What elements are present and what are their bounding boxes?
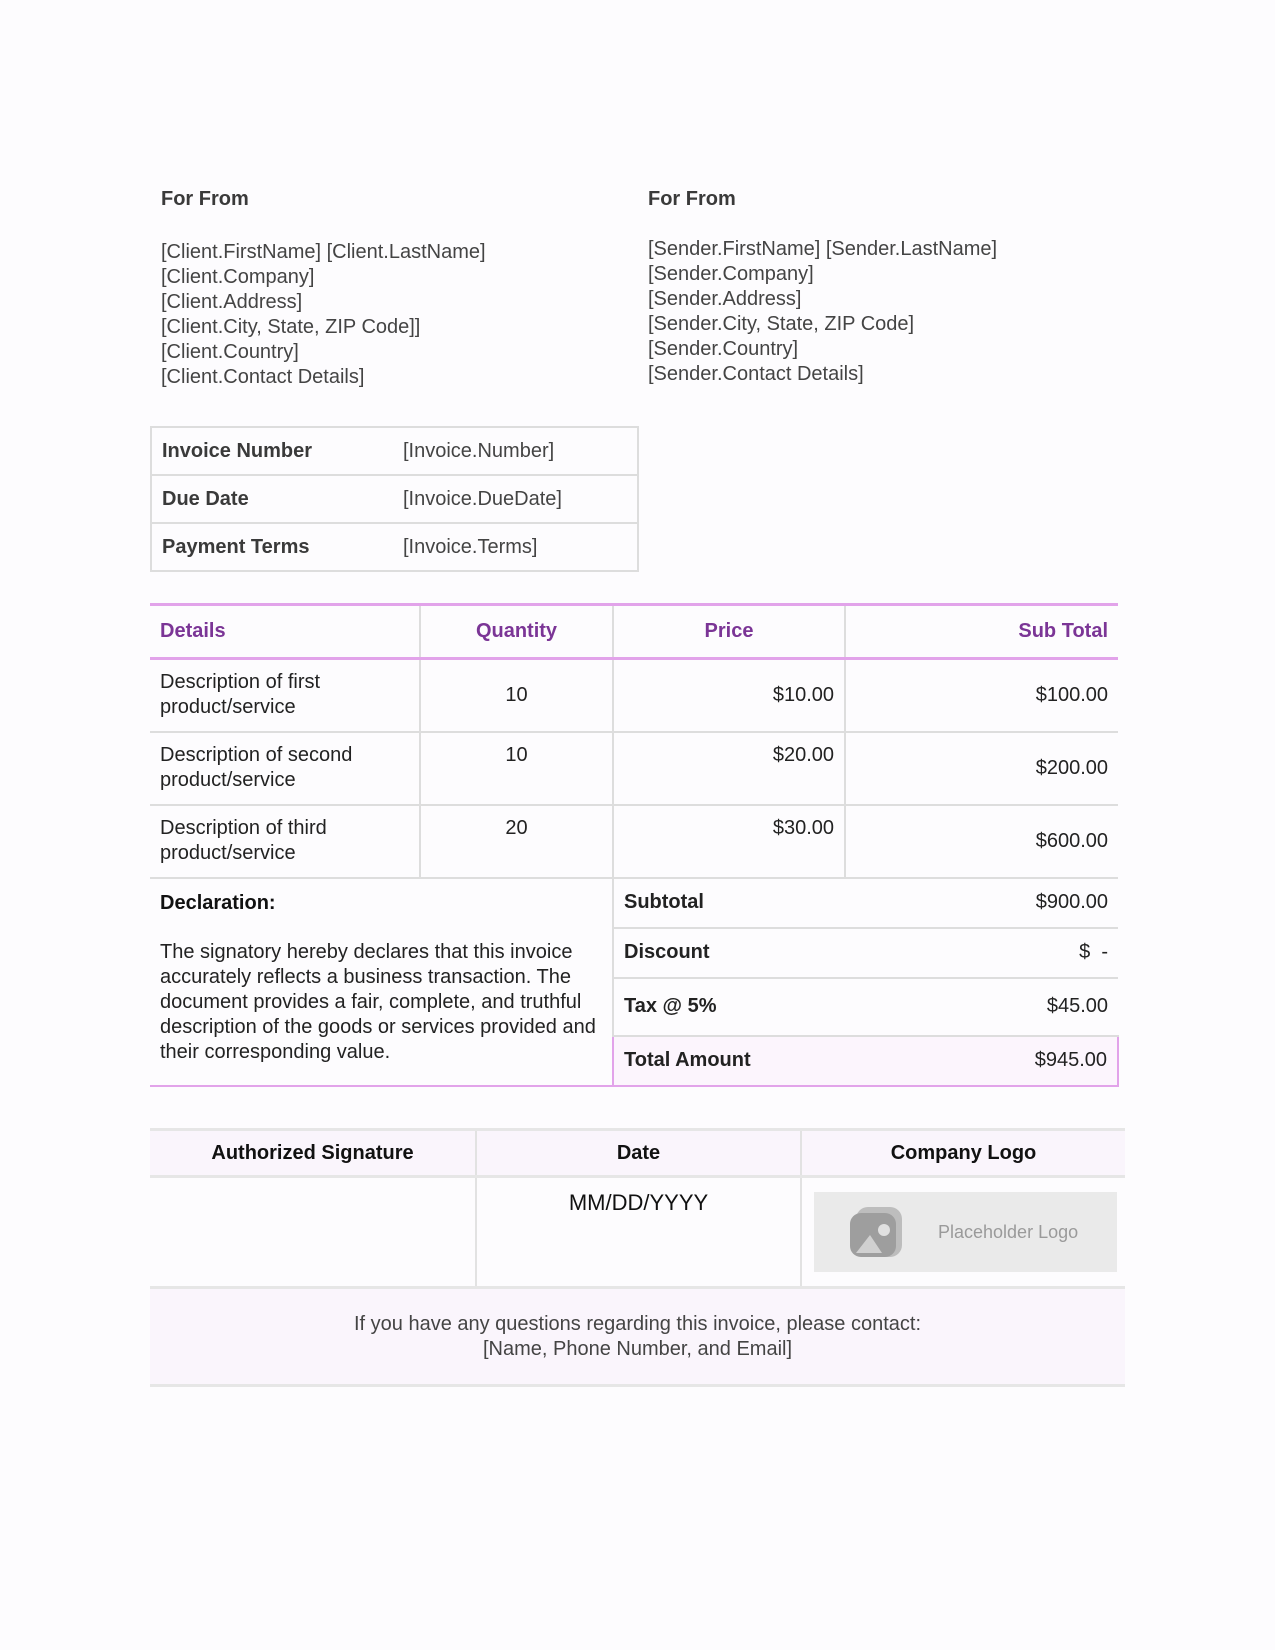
client-address	[161, 240, 486, 390]
invoice-value: [Invoice.Number]	[393, 427, 638, 475]
sender-line: [Sender.FirstName] [Sender.LastName]	[648, 238, 998, 260]
table-row	[151, 475, 638, 523]
sender-heading: For From	[648, 188, 736, 210]
footer-contact: [Name, Phone Number, and Email]	[482, 1337, 793, 1360]
subtotal-value: $900.00	[845, 878, 1118, 928]
discount-value: $ -	[845, 928, 1118, 978]
client-line: [Client.Company]	[161, 266, 315, 288]
table-header-row	[150, 605, 1118, 659]
subtotal-label: Subtotal	[613, 878, 845, 928]
client-line: [Client.FirstName] [Client.LastName]	[161, 241, 486, 263]
client-line: [Client.Address]	[161, 291, 303, 313]
client-line: [Client.Contact Details]	[161, 366, 365, 388]
declaration	[150, 878, 613, 1086]
declaration-title: Declaration:	[160, 891, 276, 914]
signature-field[interactable]	[150, 1177, 476, 1288]
logo-placeholder	[814, 1192, 1117, 1272]
image-icon	[848, 1203, 908, 1261]
table-row	[150, 659, 1118, 732]
invoice-label: Invoice Number	[151, 427, 393, 475]
item-quantity: 10	[420, 659, 613, 732]
footer-line: If you have any questions regarding this invoice, please contact:	[353, 1312, 921, 1335]
client-line: [Client.City, State, ZIP Code]]	[161, 316, 421, 338]
header-date: Date	[476, 1130, 801, 1177]
item-price: $20.00	[613, 732, 845, 805]
signature-table	[150, 1128, 1125, 1387]
date-field[interactable]: MM/DD/YYYY	[476, 1177, 801, 1288]
item-subtotal: $200.00	[845, 732, 1118, 805]
header-price: Price	[613, 605, 845, 659]
signature-row	[150, 1177, 1125, 1288]
item-quantity: 10	[420, 732, 613, 805]
header-details: Details	[150, 605, 420, 659]
table-row	[150, 732, 1118, 805]
table-row	[151, 523, 638, 571]
invoice-value: [Invoice.DueDate]	[393, 475, 638, 523]
table-row	[150, 805, 1118, 878]
item-details: Description of first product/service	[150, 659, 420, 732]
header-subtotal: Sub Total	[845, 605, 1118, 659]
logo-placeholder-text: Placeholder Logo	[938, 1221, 1079, 1242]
total-label: Total Amount	[613, 1036, 845, 1086]
header-authorized-signature: Authorized Signature	[150, 1130, 476, 1177]
sender-line: [Sender.Country]	[648, 338, 799, 360]
item-quantity: 20	[420, 805, 613, 878]
items-table	[150, 603, 1119, 1087]
discount-label: Discount	[613, 928, 845, 978]
sender-line: [Sender.Contact Details]	[648, 363, 864, 385]
header-quantity: Quantity	[420, 605, 613, 659]
tax-value: $45.00	[845, 978, 1118, 1036]
sender-line: [Sender.Address]	[648, 288, 802, 310]
item-price: $10.00	[613, 659, 845, 732]
declaration-text: The signatory hereby declares that this invoice accurately reflects a business transaction. The document provides a fair, complete, and truthful description of the goods or services provided and their corresponding value.	[160, 940, 596, 1063]
logo-cell	[801, 1177, 1125, 1288]
invoice-label: Payment Terms	[151, 523, 393, 571]
header-company-logo: Company Logo	[801, 1130, 1125, 1177]
summary-row	[150, 878, 1118, 928]
invoice-info-table	[150, 426, 639, 572]
item-details: Description of second product/service	[150, 732, 420, 805]
signature-header-row	[150, 1130, 1125, 1177]
client-line: [Client.Country]	[161, 341, 299, 363]
invoice-label: Due Date	[151, 475, 393, 523]
invoice-value: [Invoice.Terms]	[393, 523, 638, 571]
sender-line: [Sender.City, State, ZIP Code]	[648, 313, 915, 335]
contact-footer	[150, 1288, 1125, 1386]
sender-address	[648, 237, 997, 387]
item-subtotal: $600.00	[845, 805, 1118, 878]
item-subtotal: $100.00	[845, 659, 1118, 732]
footer-row	[150, 1288, 1125, 1386]
item-details: Description of third product/service	[150, 805, 420, 878]
tax-label: Tax @ 5%	[613, 978, 845, 1036]
total-value: $945.00	[845, 1036, 1118, 1086]
sender-line: [Sender.Company]	[648, 263, 814, 285]
table-row	[151, 427, 638, 475]
item-price: $30.00	[613, 805, 845, 878]
client-heading: For From	[161, 188, 249, 210]
